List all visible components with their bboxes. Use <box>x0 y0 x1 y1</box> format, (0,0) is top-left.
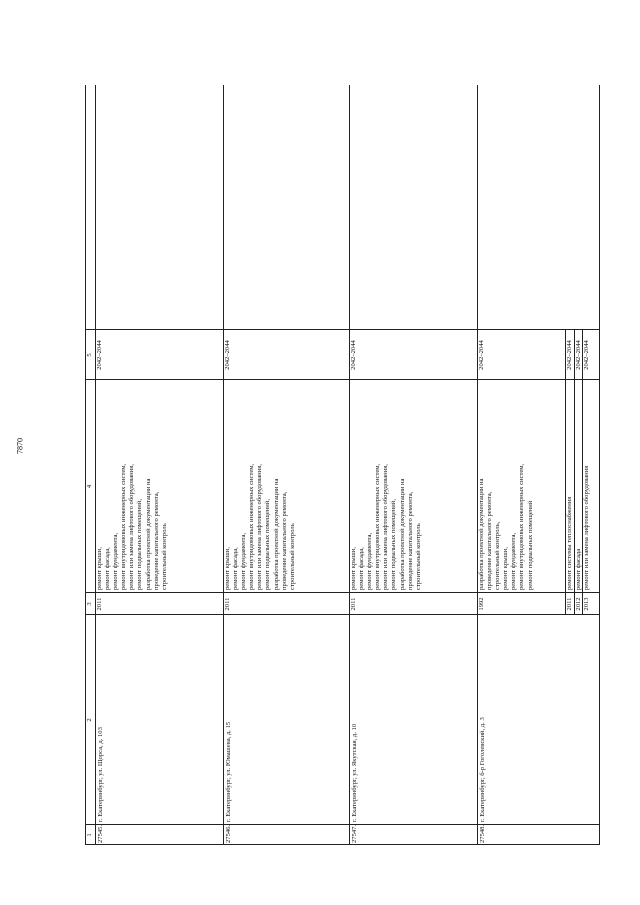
work-item: ремонт крыши, <box>96 547 103 590</box>
table-rule-vertical <box>85 379 600 380</box>
work-item: ремонт крыши, <box>502 547 510 590</box>
row-year: 2012 <box>574 597 582 611</box>
column-header: 4 <box>86 484 93 489</box>
table-rule-vertical <box>85 592 600 593</box>
table-rule-vertical <box>85 329 600 330</box>
row-number: 27545. <box>97 825 104 843</box>
row-works <box>478 381 535 590</box>
work-item: ремонт подвальных помещений, <box>136 499 144 590</box>
work-item: разработка проектной документации на <box>272 478 280 590</box>
row-number: 27546. <box>225 825 232 843</box>
row-year: 2011 <box>566 597 573 611</box>
row-works <box>583 381 591 590</box>
row-works <box>96 381 169 590</box>
row-year: 2013 <box>583 597 590 611</box>
work-item: ремонт фасада, <box>358 547 366 590</box>
work-item: ремонт системы теплоснабжения <box>566 496 573 590</box>
row-address: г. Екатеринбург, ул. Щорса, д. 103 <box>97 727 104 822</box>
work-item: ремонт внутридомовых инженерных систем, <box>120 463 128 590</box>
row-number: 27547. <box>351 825 358 843</box>
row-address: г. Екатеринбург, б-р Гоголевский, д. 3 <box>479 717 486 822</box>
row-year: 2011 <box>224 597 231 611</box>
column-header: 5 <box>86 353 93 357</box>
column-header: 2 <box>86 718 93 722</box>
table-grid <box>85 85 600 845</box>
work-item: проведение капитального ремонта, <box>486 491 494 590</box>
row-address: г. Екатеринбург, ул. Юмашева, д. 15 <box>225 721 232 822</box>
work-item: ремонт или замена лифтового оборудования, <box>256 464 264 590</box>
table-rule-vertical <box>85 844 600 845</box>
work-item: строительный контроль <box>414 523 422 590</box>
work-item: ремонт подвальных помещений, <box>390 499 398 590</box>
table-rule-vertical <box>85 614 600 615</box>
row-works <box>350 381 423 590</box>
work-item: ремонт внутридомовых инженерных систем, <box>374 463 382 590</box>
work-item: разработка проектной документации на <box>398 478 406 590</box>
page-number: 7870 <box>15 438 25 454</box>
row-period: 2042–2044 <box>566 340 573 370</box>
work-item: проведение капитального ремонта, <box>152 491 160 590</box>
row-period: 2042–2044 <box>350 340 357 370</box>
work-item: ремонт фундамента, <box>510 532 518 590</box>
row-period: 2042–2044 <box>96 340 103 370</box>
work-item: ремонт фасада <box>574 548 582 590</box>
work-item: ремонт или замена лифтового оборудования <box>583 465 590 590</box>
work-item: проведение капитального ремонта, <box>280 491 288 590</box>
row-works <box>224 381 297 590</box>
work-item: ремонт подвальных помещений, <box>264 499 272 590</box>
work-item: проведение капитального ремонта, <box>406 491 414 590</box>
row-period: 2042–2044 <box>574 340 582 370</box>
work-item: строительный контроль <box>160 523 168 590</box>
document-table <box>85 85 600 845</box>
work-item: строительный контроль, <box>494 521 502 590</box>
work-item: ремонт или замена лифтового оборудования, <box>128 464 136 590</box>
work-item: ремонт внутридомовых инженерных систем, <box>518 463 526 590</box>
work-item: ремонт фасада, <box>104 547 112 590</box>
work-item: ремонт фундамента, <box>112 532 120 590</box>
work-item: ремонт внутридомовых инженерных систем, <box>248 463 256 590</box>
work-item: разработка проектной документации на <box>144 478 152 590</box>
row-year: 2011 <box>96 597 103 611</box>
table-rule-vertical <box>85 824 600 825</box>
work-item: строительный контроль <box>288 523 296 590</box>
column-header: 3 <box>86 602 93 606</box>
row-number: 27548. <box>479 825 486 843</box>
work-item: разработка проектной документации на <box>478 478 485 590</box>
row-address: г. Екатеринбург, ул. Якутская, д. 10 <box>351 723 358 822</box>
work-item: ремонт или замена лифтового оборудования, <box>382 464 390 590</box>
work-item: ремонт фундамента, <box>240 532 248 590</box>
row-year: 2011 <box>350 597 357 611</box>
table-rule-horizontal <box>599 85 600 845</box>
row-period: 2042–2044 <box>583 340 590 370</box>
row-year: 1992 <box>478 597 485 611</box>
work-item: ремонт крыши, <box>224 547 231 590</box>
row-period: 2042–2044 <box>478 340 485 370</box>
row-period: 2042–2044 <box>224 340 231 370</box>
column-header: 1 <box>86 833 93 837</box>
work-item: ремонт подвальных помещений <box>526 500 534 590</box>
work-item: ремонт фундамента, <box>366 532 374 590</box>
work-item: ремонт фасада, <box>232 547 240 590</box>
work-item: ремонт крыши, <box>350 547 357 590</box>
